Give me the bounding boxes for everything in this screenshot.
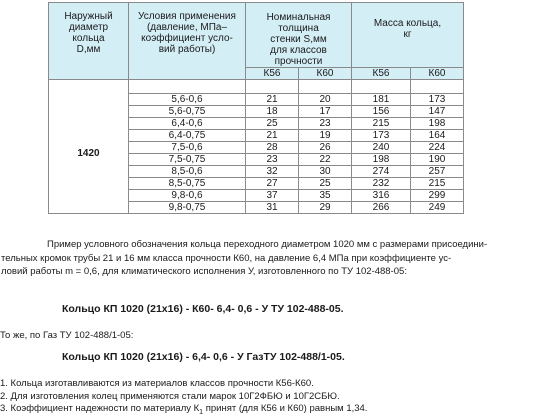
- table-cell: 5,6-0,6: [129, 94, 246, 106]
- subheader-thickness-k60: К60: [299, 68, 352, 80]
- table-cell: 173: [411, 94, 464, 106]
- header-conditions: Условия применения (давление, МПа– коэффициент усло- вий работы): [129, 3, 246, 80]
- table-cell: 215: [411, 178, 464, 190]
- table-cell: 9,8-0,6: [129, 190, 246, 202]
- table-cell: 257: [411, 166, 464, 178]
- table-cell: 198: [411, 118, 464, 130]
- table-cell: 23: [246, 154, 299, 166]
- table-cell: 190: [411, 154, 464, 166]
- table-cell: 164: [411, 130, 464, 142]
- spacer-cell: [246, 80, 299, 94]
- header-thickness: Номинальная толщина стенки S,мм для классов прочности: [246, 3, 352, 68]
- table-cell: 6,4-0,6: [129, 118, 246, 130]
- notes-list: [0, 378, 367, 419]
- subheader-mass-k60: К60: [411, 68, 464, 80]
- header-mass: Масса кольца, кг: [352, 3, 464, 68]
- table-cell: 215: [352, 118, 411, 130]
- spacer-cell: [352, 80, 411, 94]
- table-cell: 173: [352, 130, 411, 142]
- spacer-cell: [49, 80, 129, 94]
- diameter-cell: 1420: [49, 94, 129, 214]
- table-cell: 299: [411, 190, 464, 202]
- example-line: ловий работы m = 0,6, для климатического исполнения У, изготовленного по ТУ 102-488-05:: [1, 266, 407, 277]
- designation-gaz-tu: Кольцо КП 1020 (21х16) - 6,4- 0,6 - У ГазТУ 102-488/1-05.: [62, 351, 345, 363]
- table-cell: 28: [246, 142, 299, 154]
- table-cell: 25: [299, 178, 352, 190]
- table-cell: 21: [246, 130, 299, 142]
- table-cell: 20: [299, 94, 352, 106]
- table-cell: 8,5-0,6: [129, 166, 246, 178]
- table-cell: 5,6-0,75: [129, 106, 246, 118]
- table-cell: 37: [246, 190, 299, 202]
- table-cell: 8,5-0,75: [129, 178, 246, 190]
- table-cell: 6,4-0,75: [129, 130, 246, 142]
- spacer-cell: [411, 80, 464, 94]
- table-cell: 35: [299, 190, 352, 202]
- table-cell: 9,8-0,75: [129, 202, 246, 214]
- table-cell: 23: [299, 118, 352, 130]
- table-cell: 30: [299, 166, 352, 178]
- example-line: тельных кромок трубы 21 и 16 мм класса прочности К60, на давление 6,4 МПа при коэффициенте ус-: [1, 252, 452, 264]
- example-line: Пример условного обозначения кольца переходного диаметром 1020 мм с размерами присоедини-: [47, 239, 488, 250]
- table-cell: 7,5-0,75: [129, 154, 246, 166]
- spacer-cell: [129, 80, 246, 94]
- table-cell: 147: [411, 106, 464, 118]
- table-cell: 266: [352, 202, 411, 214]
- header-diameter: Наружный диаметр кольца D,мм: [49, 3, 129, 80]
- table-cell: 316: [352, 190, 411, 202]
- table-cell: 29: [299, 202, 352, 214]
- note-subscript: 1: [199, 408, 204, 416]
- table-cell: 19: [299, 130, 352, 142]
- table-cell: 18: [246, 106, 299, 118]
- table-cell: 198: [352, 154, 411, 166]
- table-cell: 27: [246, 178, 299, 190]
- note-text: 3. Коэффициент надежности по материалу К: [0, 403, 200, 414]
- table-cell: 249: [411, 202, 464, 214]
- table-cell: 26: [299, 142, 352, 154]
- table-cell: 17: [299, 106, 352, 118]
- note-text: принят (для К56 и К60) равным 1,34.: [203, 403, 368, 414]
- table-cell: 7,5-0,6: [129, 142, 246, 154]
- spacer-cell: [299, 80, 352, 94]
- example-paragraph: [1, 238, 546, 279]
- table-cell: 181: [352, 94, 411, 106]
- table-cell: 32: [246, 166, 299, 178]
- table-cell: 22: [299, 154, 352, 166]
- table-cell: 21: [246, 94, 299, 106]
- table-cell: 156: [352, 106, 411, 118]
- same-text: То же, по Газ ТУ 102-488/1-05:: [0, 330, 134, 341]
- table-cell: 25: [246, 118, 299, 130]
- table-cell: 224: [411, 142, 464, 154]
- subheader-thickness-k56: К56: [246, 68, 299, 80]
- note-item: 1. Кольца изготавливаются из материалов классов прочности К56-К60.: [0, 378, 314, 389]
- spec-table: [48, 2, 464, 214]
- table-cell: 240: [352, 142, 411, 154]
- subheader-mass-k56: К56: [352, 68, 411, 80]
- table-cell: 31: [246, 202, 299, 214]
- designation-tu: Кольцо КП 1020 (21х16) - К60- 6,4- 0,6 - У ТУ 102-488-05.: [62, 303, 344, 315]
- table-cell: 274: [352, 166, 411, 178]
- note-item: 2. Для изготовления колец применяются стали марок 10Г2ФБЮ и 10Г2СБЮ.: [0, 390, 340, 402]
- table-cell: 232: [352, 178, 411, 190]
